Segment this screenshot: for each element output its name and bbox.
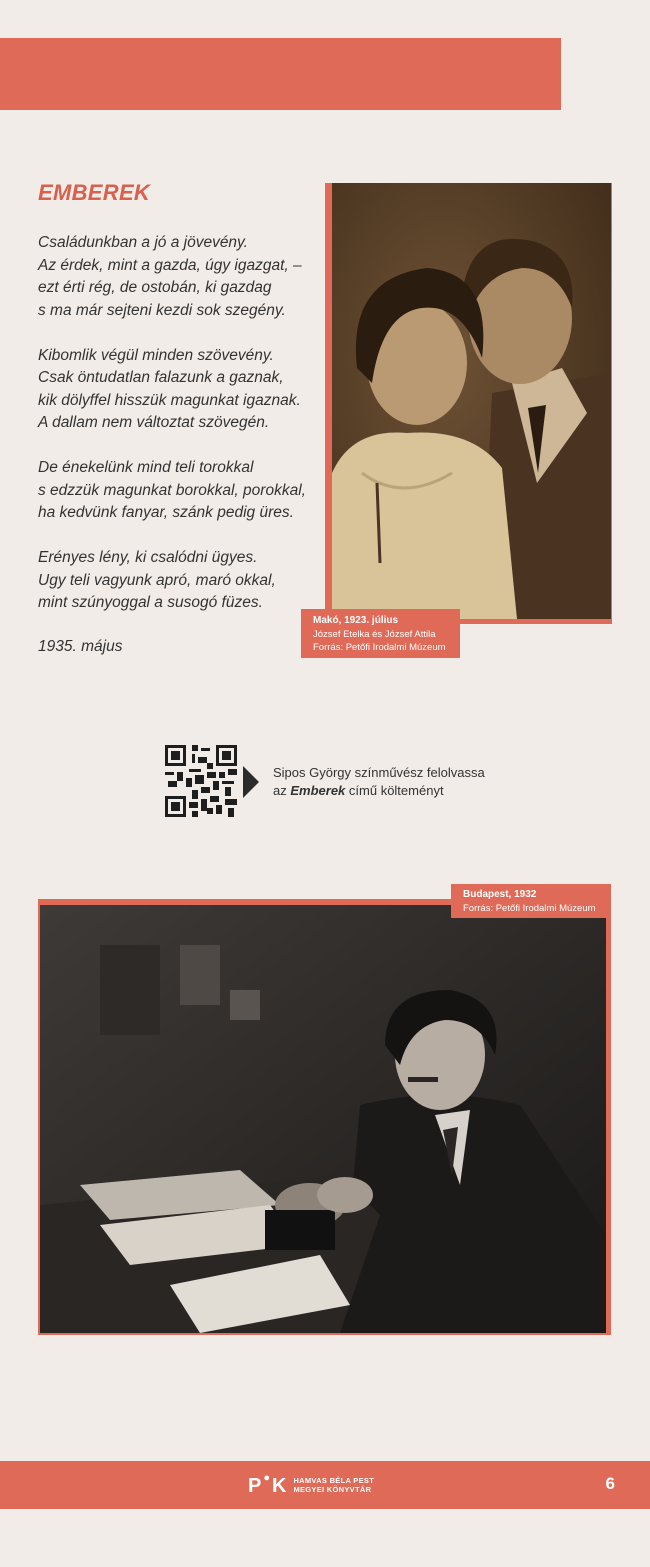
poem-line: ha kedvünk fanyar, szánk pedig üres.	[38, 504, 294, 521]
logo-line: MEGYEI KÖNYVTÁR	[293, 1485, 372, 1494]
qr-code-icon[interactable]	[165, 745, 237, 817]
logo-line: HAMVAS BÉLA PEST	[293, 1476, 375, 1485]
caption-line: Forrás: Petőfi Irodalmi Múzeum	[313, 642, 446, 653]
qr-line-suffix: című költeményt	[348, 783, 444, 798]
library-logo[interactable]	[248, 1468, 374, 1502]
man-at-desk-photo	[40, 905, 606, 1333]
page-number: 6	[605, 1474, 615, 1493]
caption-title: Makó, 1923. július	[313, 615, 399, 626]
logo-text	[293, 1476, 374, 1494]
poem-line: De énekelünk mind teli torokkal	[38, 459, 254, 476]
caption-line: Forrás: Petőfi Irodalmi Múzeum	[463, 902, 596, 914]
poem-body	[38, 232, 328, 637]
caption-line: József Etelka és József Attila	[313, 628, 436, 640]
poem-line: Csak öntudatlan falazunk a gaznak,	[38, 369, 284, 386]
logo-letter: K	[272, 1475, 288, 1497]
play-arrow-icon[interactable]	[243, 766, 259, 798]
poem-line: ezt érti rég, de ostobán, ki gazdag	[38, 279, 272, 296]
poem-line: Ugy teli vagyunk apró, maró okkal,	[38, 571, 276, 589]
photo-caption	[301, 609, 460, 658]
qr-line-prefix: az	[273, 783, 287, 798]
logo-mark	[248, 1472, 287, 1498]
stanza	[38, 232, 328, 322]
qr-poem-title: Emberek	[290, 783, 346, 798]
photo-caption	[451, 884, 611, 918]
poem-line: mint szúnyoggal a susogó füzes.	[38, 594, 263, 611]
poem-date: 1935. május	[38, 638, 123, 655]
poem-line: Erényes lény, ki csalódni ügyes.	[38, 549, 258, 566]
top-accent-band	[0, 38, 561, 110]
qr-line	[273, 782, 485, 800]
poem-line: Családunkban a jó a jövevény.	[38, 234, 248, 251]
poem-title: EMBEREK	[38, 180, 151, 205]
stanza	[38, 457, 328, 525]
couple-portrait-photo	[332, 183, 611, 619]
poem-line: kik dölyffel hisszük magunkat igaznak.	[38, 391, 301, 409]
poem-line: Az érdek, mint a gazda, úgy igazgat, –	[38, 256, 302, 274]
person-icon: ●	[263, 1472, 271, 1484]
poem-line: s edzzük magunkat borokkal, porokkal,	[38, 481, 306, 499]
poem-line: s ma már sejteni kezdi sok szegény.	[38, 301, 286, 319]
stanza	[38, 547, 328, 615]
logo-letter: P	[248, 1475, 263, 1497]
stanza	[38, 345, 328, 435]
poem-line: A dallam nem változtat szövegén.	[38, 414, 270, 431]
qr-line: Sipos György színművész felolvassa	[273, 765, 485, 780]
qr-description	[273, 764, 485, 800]
poem-line: Kibomlik végül minden szövevény.	[38, 346, 274, 364]
caption-title: Budapest, 1932	[463, 889, 537, 900]
